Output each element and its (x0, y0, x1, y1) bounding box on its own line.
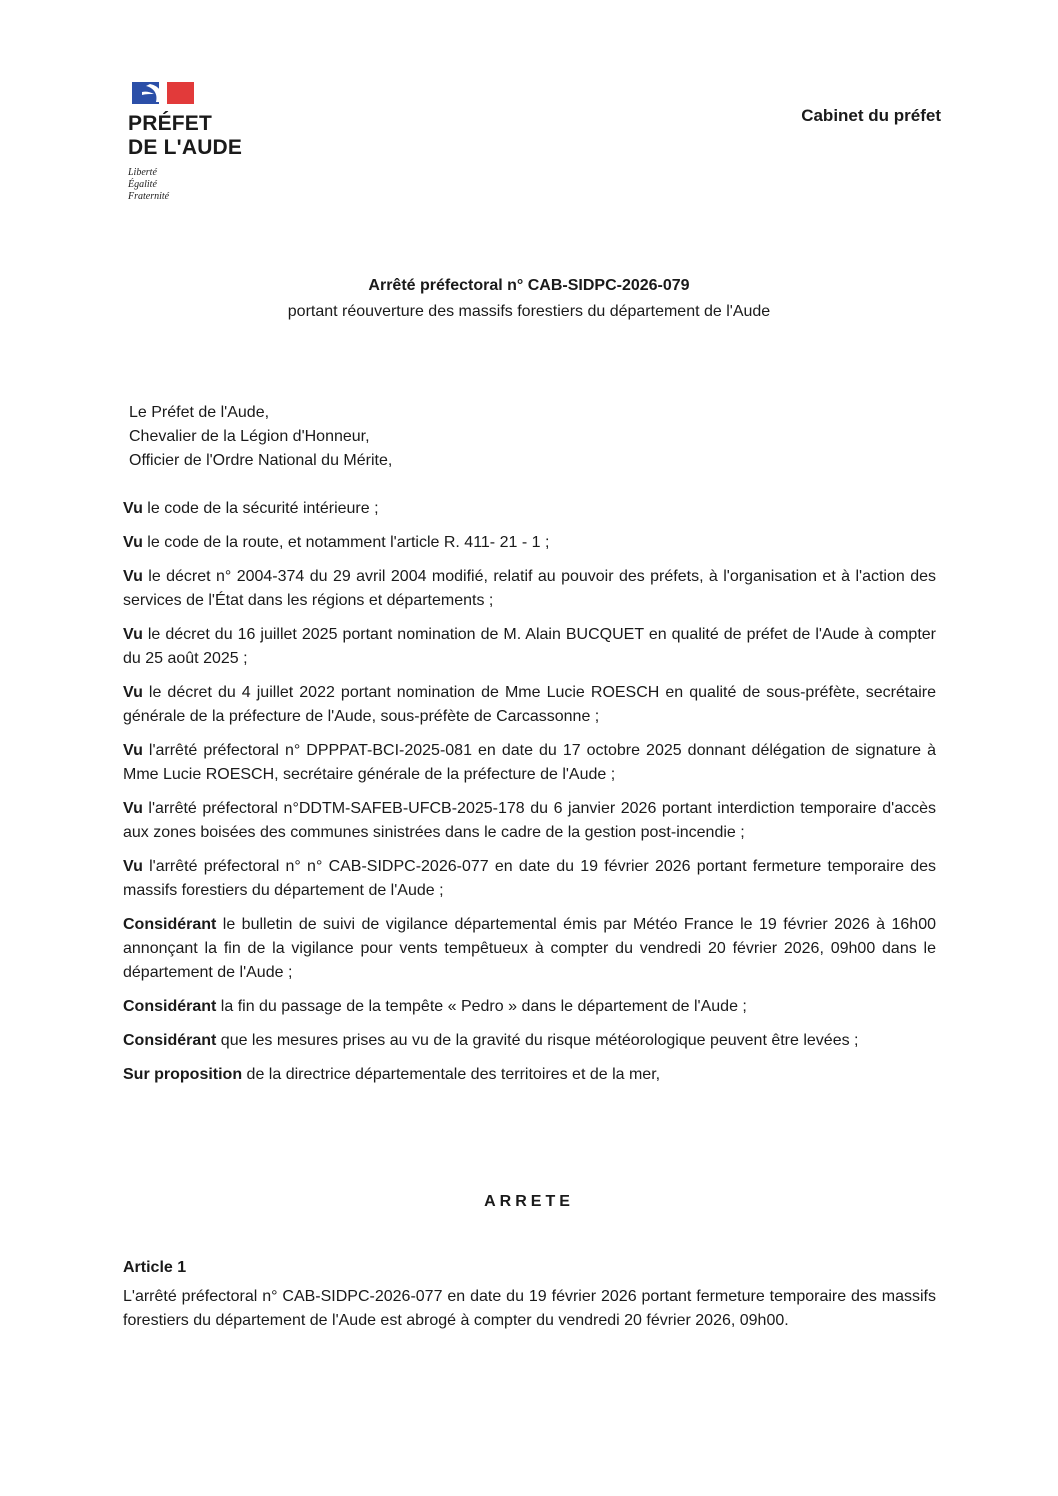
logo-line-prefet: PRÉFET (128, 112, 213, 135)
motto-fraternite: Fraternité (128, 191, 170, 202)
prefet-line: Le Préfet de l'Aude, (129, 404, 270, 421)
considerant-paragraph: Considérant le bulletin de suivi de vigilance départemental émis par Météo France le 19 février 2026 à 16h00 annonçant la fin de la vigilance pour vents tempêtueux à compter du vendredi 20 février 2026, 09h00 dans le département de l'Aude ; (123, 916, 936, 981)
visa-paragraph: Vu l'arrêté préfectoral n° n° CAB-SIDPC-2026-077 en date du 19 février 2026 portant fermeture temporaire des massifs forestiers du département de l'Aude ; (123, 858, 936, 899)
considerant-paragraph: Considérant la fin du passage de la tempête « Pedro » dans le département de l'Aude ; (123, 998, 747, 1015)
arrete-number: Arrêté préfectoral n° CAB-SIDPC-2026-079 (368, 277, 690, 294)
cabinet-label: Cabinet du préfet (801, 106, 941, 125)
document-title (0, 276, 1058, 322)
visa-paragraph: Vu le code de la sécurité intérieure ; (123, 500, 379, 517)
logo-line-aude: DE L'AUDE (128, 136, 243, 159)
visa-paragraph: Vu l'arrêté préfectoral n°DDTM-SAFEB-UFCB-2025-178 du 6 janvier 2026 portant interdiction temporaire d'accès aux zones boisées des communes sinistrées dans le cadre de la gestion post-incendie ; (123, 800, 936, 841)
prefet-titles (129, 401, 392, 473)
visa-paragraph: Vu le code de la route, et notamment l'article R. 411- 21 - 1 ; (123, 534, 550, 551)
visa-paragraph: Vu le décret n° 2004-374 du 29 avril 2004 modifié, relatif au pouvoir des préfets, à l'organisation et à l'action des services de l'État dans les régions et départements ; (123, 568, 936, 609)
article-1-text: L'arrêté préfectoral n° CAB-SIDPC-2026-077 en date du 19 février 2026 portant fermeture temporaire des massifs forestiers du département de l'Aude est abrogé à compter du vendredi 20 février 2026, 09h00. (123, 1288, 936, 1329)
visa-paragraph: Vu le décret du 16 juillet 2025 portant nomination de M. Alain BUCQUET en qualité de préfet de l'Aude à compter du 25 août 2025 ; (123, 626, 936, 667)
article-1-title: Article 1 (123, 1259, 187, 1276)
considerant-paragraph: Considérant que les mesures prises au vu de la gravité du risque météorologique peuvent être levées ; (123, 1032, 859, 1049)
motto-egalite: Égalité (128, 179, 157, 190)
prefet-line: Officier de l'Ordre National du Mérite, (129, 452, 393, 469)
prefecture-logo (128, 80, 268, 203)
arrete-subject: portant réouverture des massifs forestiers du département de l'Aude (287, 303, 771, 320)
motto (128, 167, 268, 203)
marianne-flag-icon (128, 80, 196, 106)
prefet-line: Chevalier de la Légion d'Honneur, (129, 428, 370, 445)
visa-paragraph: Vu l'arrêté préfectoral n° DPPPAT-BCI-2025-081 en date du 17 octobre 2025 donnant délégation de signature à Mme Lucie ROESCH, secrétaire générale de la préfecture de l'Aude ; (123, 742, 936, 783)
visas-considerants (123, 497, 936, 1097)
proposition-paragraph: Sur proposition de la directrice départementale des territoires et de la mer, (123, 1066, 661, 1083)
visa-paragraph: Vu le décret du 4 juillet 2022 portant nomination de Mme Lucie ROESCH en qualité de sous-préfète, secrétaire générale de la préfecture de l'Aude, sous-préfète de Carcassonne ; (123, 684, 936, 725)
motto-liberte: Liberté (128, 167, 157, 178)
arrete-heading: ARRETE (484, 1193, 574, 1210)
